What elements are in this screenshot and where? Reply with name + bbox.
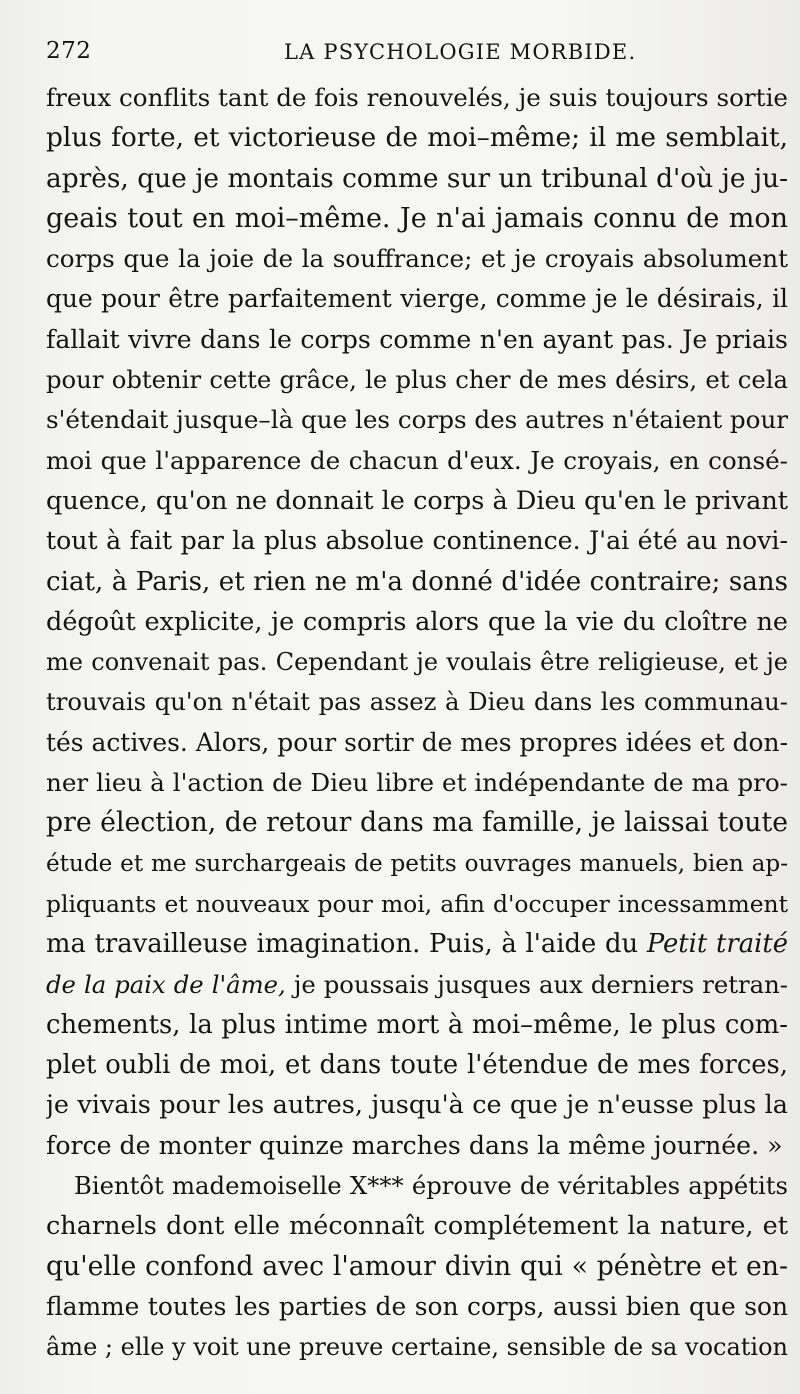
text-line: quence, qu'on ne donnait le corps à Dieu qu'en le privant — [46, 485, 788, 516]
text-segment: je poussais jusques aux derniers retran- — [293, 969, 788, 999]
text-line: plet oubli de moi, et dans toute l'étendue de mes forces, — [46, 1050, 788, 1081]
paragraph-start-line: Bientôt mademoiselle X*** éprouve de véritables appétits — [74, 1171, 788, 1201]
page-header — [46, 38, 800, 74]
text-line: âme ; elle y voit une preuve certaine, sensible de sa vocation — [46, 1333, 788, 1362]
text-line: ciat, à Paris, et rien ne m'a donné d'idée contraire; sans — [46, 566, 788, 597]
text-line: pliquants et nouveaux pour moi, afin d'occuper incessamment — [46, 889, 788, 918]
running-title: LA PSYCHOLOGIE MORBIDE. — [284, 40, 637, 64]
text-line: je vivais pour les autres, jusqu'à ce que je n'eusse plus la — [46, 1090, 788, 1121]
text-line: tout à fait par la plus absolue continence. J'ai été au novi- — [46, 526, 788, 556]
text-line: me convenait pas. Cependant je voulais être religieuse, et je — [46, 648, 788, 677]
text-line: flamme toutes les parties de son corps, aussi bien que son — [46, 1291, 788, 1321]
text-line: charnels dont elle méconnaît complétement la nature, et — [46, 1211, 788, 1242]
text-line: dégoût explicite, je compris alors que la vie du cloître ne — [46, 606, 788, 637]
italic-title: de la paix de l'âme, — [46, 969, 286, 999]
italic-title: Petit traité — [646, 929, 788, 960]
text-line: que pour être parfaitement vierge, comme je le désirais, il — [46, 284, 788, 314]
text-line: après, que je montais comme sur un tribunal d'où je ju- — [46, 162, 788, 194]
text-line: pre élection, de retour dans ma famille, je laissai toute — [46, 807, 788, 839]
text-line: étude et me surchargeais de petits ouvrages manuels, bien ap- — [46, 850, 788, 877]
text-segment: ma travailleuse imagination. Puis, à l'aide du — [46, 929, 639, 960]
page-number: 272 — [46, 38, 92, 64]
text-line-with-italic — [46, 924, 788, 964]
text-line: chements, la plus intime mort à moi–même, le plus com- — [46, 1009, 788, 1040]
text-line: fallait vivre dans le corps comme n'en ayant pas. Je priais — [46, 324, 788, 354]
text-line: s'étendait jusque–là que les corps des autres n'étaient pour — [46, 405, 788, 435]
text-line: freux conflits tant de fois renouvelés, je suis toujours sortie — [46, 83, 788, 112]
text-line: ner lieu à l'action de Dieu libre et indépendante de ma pro- — [46, 768, 788, 798]
text-line: qu'elle confond avec l'amour divin qui « pénètre et en- — [46, 1250, 788, 1282]
text-line: force de monter quinze marches dans la même journée. » — [46, 1130, 783, 1160]
text-line: pour obtenir cette grâce, le plus cher de mes désirs, et cela — [46, 365, 788, 395]
text-line: plus forte, et victorieuse de moi–même; il me semblait, — [46, 122, 788, 154]
text-line-with-italic — [46, 965, 788, 1005]
text-line: geais tout en moi–même. Je n'ai jamais connu de mon — [46, 202, 788, 234]
text-line: corps que la joie de la souffrance; et je croyais absolument — [46, 244, 788, 274]
text-line: tés actives. Alors, pour sortir de mes propres idées et don- — [46, 727, 788, 757]
body-text — [46, 78, 788, 1368]
text-line: moi que l'apparence de chacun d'eux. Je croyais, en consé- — [46, 445, 788, 475]
text-line: trouvais qu'on n'était pas assez à Dieu dans les communau- — [46, 687, 788, 717]
